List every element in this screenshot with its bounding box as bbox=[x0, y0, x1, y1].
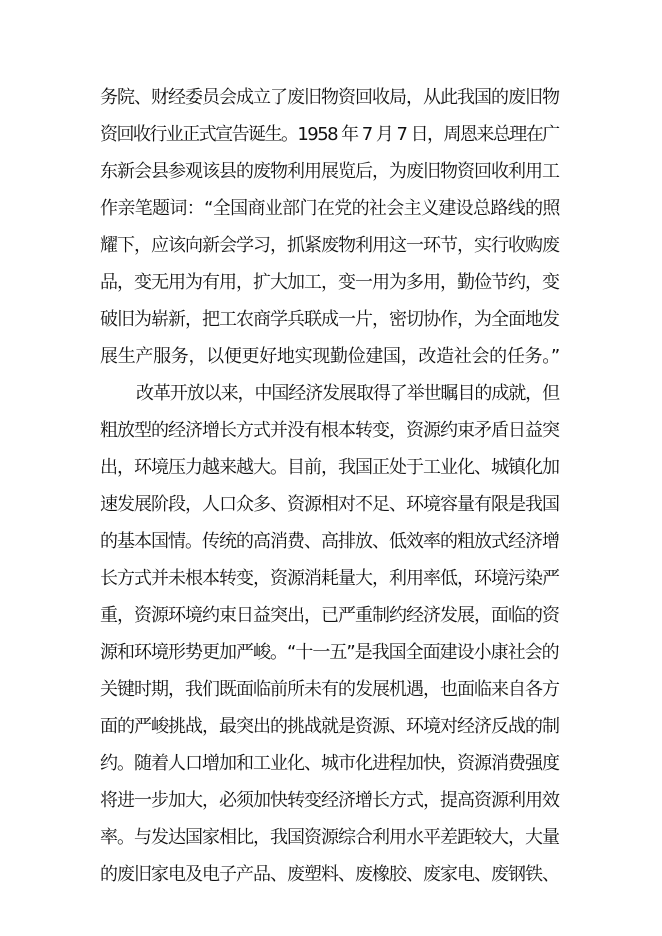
text-line: 展生产服务，以便更好地实现勤俭建国，改造社会的任务。” bbox=[100, 346, 560, 367]
text-line: 品，变无用为有用，扩大加工，变一用为多用，勤俭节约，变 bbox=[100, 272, 559, 293]
text-line: 率。与发达国家相比，我国资源综合利用水平差距较大，大量 bbox=[100, 827, 559, 848]
paragraph-first-line: 改革开放以来，中国经济发展取得了举世瞩目的成就，但 bbox=[136, 383, 559, 404]
text-line: 的废旧家电及电子产品、废塑料、废橡胶、废家电、废钢铁、 bbox=[100, 864, 559, 885]
text-line: 速发展阶段，人口众多、资源相对不足、环境容量有限是我国 bbox=[100, 494, 559, 515]
text-line: 源和环境形势更加严峻。“十一五”是我国全面建设小康社会的 bbox=[100, 642, 559, 663]
text-line: 将进一步加大，必须加快转变经济增长方式，提高资源利用效 bbox=[100, 790, 559, 811]
text-line: 面的严峻挑战，最突出的挑战就是资源、环境对经济反战的制 bbox=[100, 716, 559, 737]
text-line: 出，环境压力越来越大。目前，我国正处于工业化、城镇化加 bbox=[100, 457, 559, 478]
text-line: 长方式并未根本转变，资源消耗量大，利用率低，环境污染严 bbox=[100, 568, 559, 589]
text-line: 关键时期，我们既面临前所未有的发展机遇，也面临来自各方 bbox=[100, 679, 559, 700]
text-line: 重，资源环境约束日益突出，已严重制约经济发展，面临的资 bbox=[100, 605, 559, 626]
text-line: 的基本国情。传统的高消费、高排放、低效率的粗放式经济增 bbox=[100, 531, 559, 552]
text-line: 东新会县参观该县的废物利用展览后，为废旧物资回收利用工 bbox=[100, 161, 559, 182]
text-line: 作亲笔题词：“全国商业部门在党的社会主义建设总路线的照 bbox=[100, 198, 560, 219]
text-line: 粗放型的经济增长方式并没有根本转变，资源约束矛盾日益突 bbox=[100, 420, 559, 441]
text-line: 约。随着人口增加和工业化、城市化进程加快，资源消费强度 bbox=[100, 753, 559, 774]
text-line: 务院、财经委员会成立了废旧物资回收局，从此我国的废旧物 bbox=[100, 87, 559, 108]
text-line: 破旧为崭新，把工农商学兵联成一片，密切协作，为全面地发 bbox=[100, 309, 559, 330]
text-line: 资回收行业正式宣告诞生。1958 年 7 月 7 日，周恩来总理在广 bbox=[100, 124, 559, 145]
text-line: 耀下，应该向新会学习，抓紧废物利用这一环节，实行收购废 bbox=[100, 235, 559, 256]
